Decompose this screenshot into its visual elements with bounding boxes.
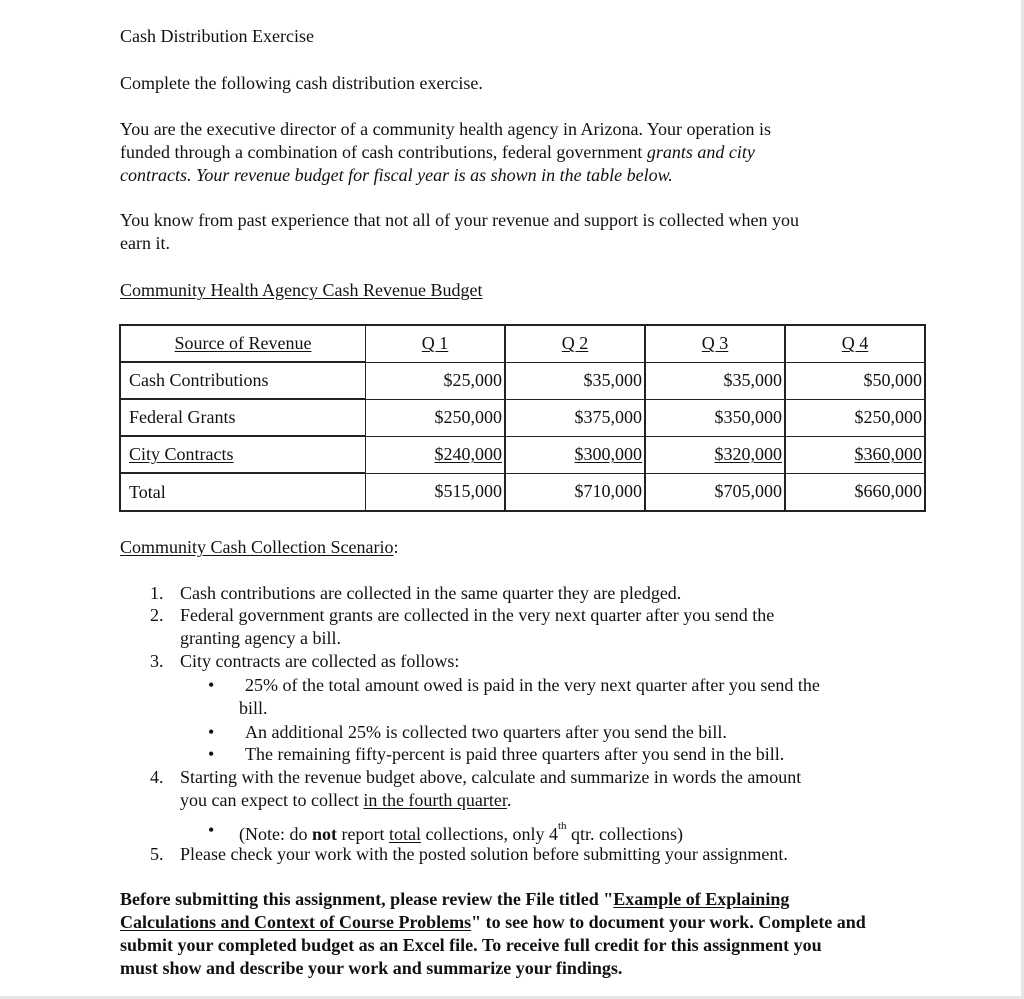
para2-line2: earn it. xyxy=(120,233,170,253)
header-q4: Q 4 xyxy=(785,325,925,362)
list-number: 5. xyxy=(150,844,164,864)
list-item-continuation: you can expect to collect in the fourth quarter. xyxy=(180,790,512,810)
para2-line1: You know from past experience that not all of your revenue and support is collected when you xyxy=(120,210,799,230)
list-item: Cash contributions are collected in the same quarter they are pledged. xyxy=(180,583,682,603)
bullet: • xyxy=(208,722,215,742)
closing-paragraph xyxy=(120,888,866,980)
cell-value: $660,000 xyxy=(785,473,925,511)
para1-line2: funded through a combination of cash contributions, federal government grants and city xyxy=(120,142,755,162)
revenue-budget-table xyxy=(119,324,926,512)
list-item: Federal government grants are collected in the very next quarter after you send the xyxy=(180,605,775,625)
table-row xyxy=(120,362,925,399)
table-row xyxy=(120,473,925,511)
cell-value: $25,000 xyxy=(366,362,506,399)
cell-value: $240,000 xyxy=(366,436,506,473)
cell-value: $300,000 xyxy=(505,436,645,473)
table-row xyxy=(120,399,925,436)
cell-value: $375,000 xyxy=(505,399,645,436)
list-item: Please check your work with the posted solution before submitting your assignment. xyxy=(180,844,788,864)
cell-value: $320,000 xyxy=(645,436,785,473)
document-title: Cash Distribution Exercise xyxy=(120,26,314,46)
closing-line4: must show and describe your work and summarize your findings. xyxy=(120,958,623,978)
list-number: 4. xyxy=(150,767,164,787)
list-item: Starting with the revenue budget above, calculate and summarize in words the amount xyxy=(180,767,802,787)
row-label: Federal Grants xyxy=(120,399,366,436)
table-header-row xyxy=(120,325,925,362)
list-item-continuation: granting agency a bill. xyxy=(180,628,341,648)
table-row xyxy=(120,436,925,473)
header-q1: Q 1 xyxy=(366,325,506,362)
header-source: Source of Revenue xyxy=(120,325,366,362)
header-q2: Q 2 xyxy=(505,325,645,362)
sub-list-item: The remaining fifty-percent is paid three quarters after you send in the bill. xyxy=(245,744,785,764)
list-number: 2. xyxy=(150,605,164,625)
closing-line2: Calculations and Context of Course Problems" to see how to document your work. Complete and xyxy=(120,912,866,932)
intro-text: Complete the following cash distribution exercise. xyxy=(120,73,483,93)
table-title: Community Health Agency Cash Revenue Budget xyxy=(120,280,483,300)
row-label: Total xyxy=(120,473,366,511)
bullet: • xyxy=(208,744,215,764)
cell-value: $705,000 xyxy=(645,473,785,511)
sub-list-item: 25% of the total amount owed is paid in the very next quarter after you send the xyxy=(245,675,820,695)
cell-value: $350,000 xyxy=(645,399,785,436)
bullet: • xyxy=(208,820,215,840)
cell-value: $35,000 xyxy=(505,362,645,399)
cell-value: $250,000 xyxy=(366,399,506,436)
scenario-paragraph xyxy=(120,118,771,187)
list-item: City contracts are collected as follows: xyxy=(180,651,460,671)
header-q3: Q 3 xyxy=(645,325,785,362)
sub-list-item: An additional 25% is collected two quarters after you send the bill. xyxy=(245,722,727,742)
closing-line3: submit your completed budget as an Excel file. To receive full credit for this assignment you xyxy=(120,935,822,955)
note-item: (Note: do not report total collections, only 4th qtr. collections) xyxy=(239,820,684,844)
cell-value: $710,000 xyxy=(505,473,645,511)
row-label: Cash Contributions xyxy=(120,362,366,399)
cell-value: $360,000 xyxy=(785,436,925,473)
closing-line1: Before submitting this assignment, please review the File titled "Example of Explaining xyxy=(120,889,790,909)
sub-list-item-continuation: bill. xyxy=(239,698,268,718)
scenario-heading: Community Cash Collection Scenario: xyxy=(120,537,399,557)
cell-value: $35,000 xyxy=(645,362,785,399)
list-number: 1. xyxy=(150,583,164,603)
cell-value: $50,000 xyxy=(785,362,925,399)
cell-value: $515,000 xyxy=(366,473,506,511)
para1-line3: contracts. Your revenue budget for fiscal year is as shown in the table below. xyxy=(120,165,673,185)
list-number: 3. xyxy=(150,651,164,671)
experience-paragraph xyxy=(120,209,799,255)
bullet: • xyxy=(208,675,215,695)
cell-value: $250,000 xyxy=(785,399,925,436)
row-label: City Contracts xyxy=(120,436,366,473)
para1-line1: You are the executive director of a community health agency in Arizona. Your operation is xyxy=(120,119,771,139)
